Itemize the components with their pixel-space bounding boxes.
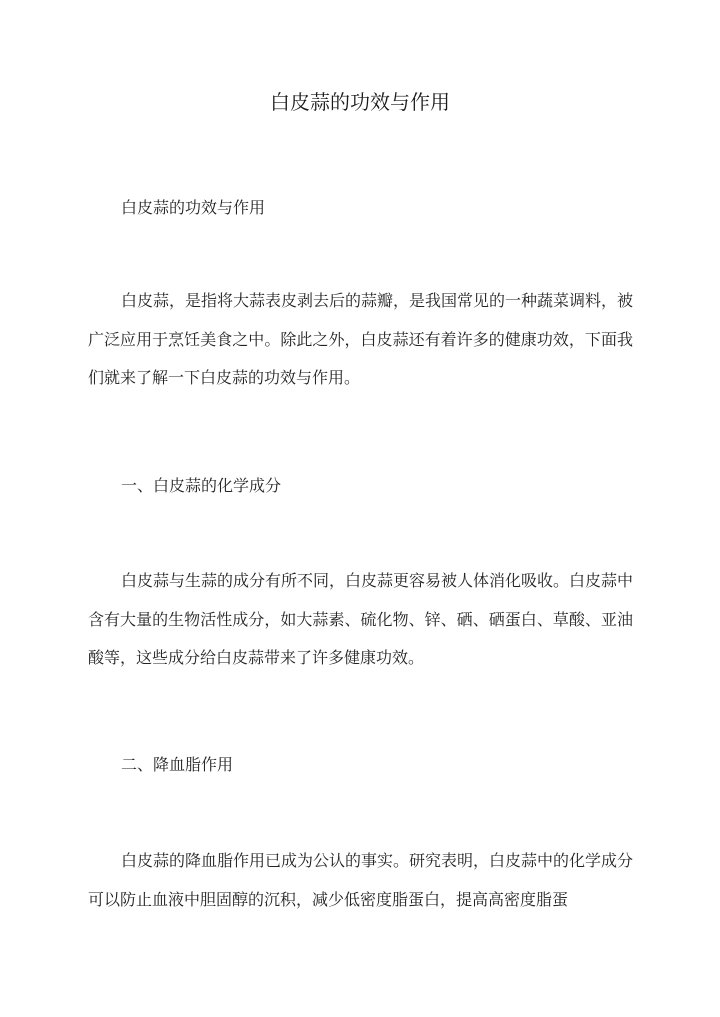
document-title: 白皮蒜的功效与作用 [270,90,450,114]
document-subtitle: 白皮蒜的功效与作用 [121,198,266,217]
section-body-chemical-composition: 白皮蒜与生蒜的成分有所不同，白皮蒜更容易被人体消化吸收。白皮蒜中含有大量的生物活性成分，如大蒜素、硫化物、锌、硒、硒蛋白、草酸、亚油酸等，这些成分给白皮蒜带来了许多健康功效。 [88,571,634,667]
section-body-lipid-lowering: 白皮蒜的降血脂作用已成为公认的事实。研究表明，白皮蒜中的化学成分可以防止血液中胆固醇的沉积，减少低密度脂蛋白，提高高密度脂蛋 [88,851,634,909]
intro-paragraph: 白皮蒜，是指将大蒜表皮剥去后的蒜瓣，是我国常见的一种蔬菜调料，被广泛应用于烹饪美食之中。除此之外，白皮蒜还有着许多的健康功效，下面我们就来了解一下白皮蒜的功效与作用。 [88,291,634,387]
section-heading-lipid-lowering: 二、降血脂作用 [121,755,234,774]
section-heading-chemical-composition: 一、白皮蒜的化学成分 [121,476,282,495]
